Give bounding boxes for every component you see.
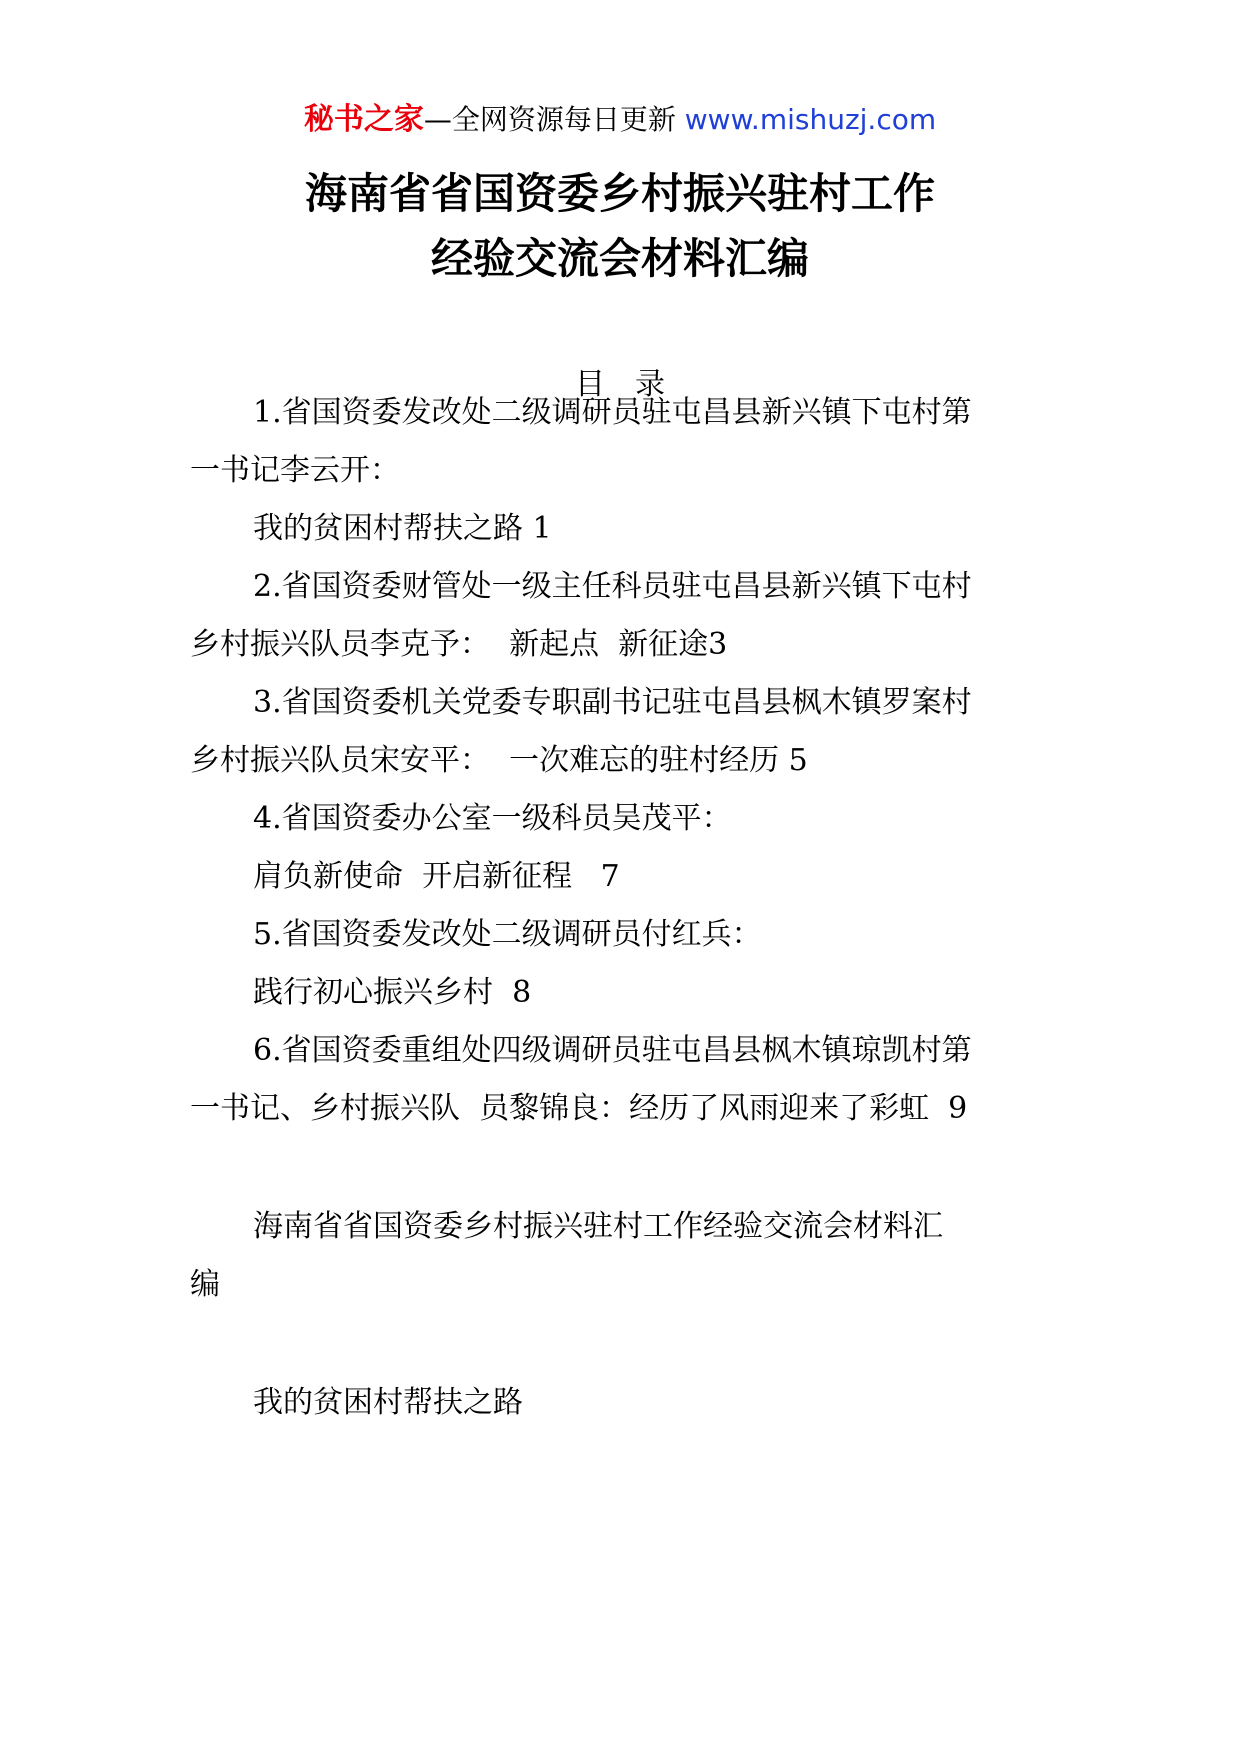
toc-entry-6-line-2[interactable]: 一书记、乡村振兴队 员黎锦良：经历了风雨迎来了彩虹 9	[190, 1091, 968, 1126]
toc-entry-3-line-1[interactable]: 3.省国资委机关党委专职副书记驻屯昌县枫木镇罗案村	[253, 685, 972, 720]
site-url-link[interactable]: www.mishuzj.com	[684, 103, 937, 136]
section-title-line-2: 编	[190, 1267, 220, 1302]
toc-entry-1-line-1[interactable]: 1.省国资委发改处二级调研员驻屯昌县新兴镇下屯村第	[253, 395, 972, 430]
toc-entry-2-line-1[interactable]: 2.省国资委财管处一级主任科员驻屯昌县新兴镇下屯村	[253, 569, 972, 604]
toc-entry-6-line-1[interactable]: 6.省国资委重组处四级调研员驻屯昌县枫木镇琼凯村第	[253, 1033, 972, 1068]
document-title-line-1: 海南省省国资委乡村振兴驻村工作	[304, 169, 935, 218]
toc-entry-5-line-1[interactable]: 5.省国资委发改处二级调研员付红兵：	[253, 917, 762, 952]
section-title-line-1: 海南省省国资委乡村振兴驻村工作经验交流会材料汇	[253, 1209, 943, 1244]
toc-entry-4-line-1[interactable]: 4.省国资委办公室一级科员吴茂平：	[253, 801, 732, 836]
toc-entry-3-line-2[interactable]: 乡村振兴队员宋安平： 一次难忘的驻村经历 5	[190, 743, 808, 778]
brand-name: 秘书之家	[303, 102, 424, 137]
toc-heading: 目录	[575, 367, 695, 402]
document-title-line-2: 经验交流会材料汇编	[430, 234, 809, 283]
toc-entry-1-line-3[interactable]: 我的贫困村帮扶之路 1	[253, 511, 552, 546]
toc-entry-2-line-2[interactable]: 乡村振兴队员李克予： 新起点 新征途3	[190, 627, 728, 662]
article-title: 我的贫困村帮扶之路	[253, 1385, 523, 1420]
toc-entry-1-line-2[interactable]: 一书记李云开：	[190, 453, 400, 488]
header-tagline: —全网资源每日更新	[423, 103, 685, 136]
toc-entry-5-line-2[interactable]: 践行初心振兴乡村 8	[253, 975, 532, 1010]
toc-entry-4-line-2[interactable]: 肩负新使命 开启新征程 7	[253, 859, 620, 894]
site-header	[0, 100, 1240, 140]
